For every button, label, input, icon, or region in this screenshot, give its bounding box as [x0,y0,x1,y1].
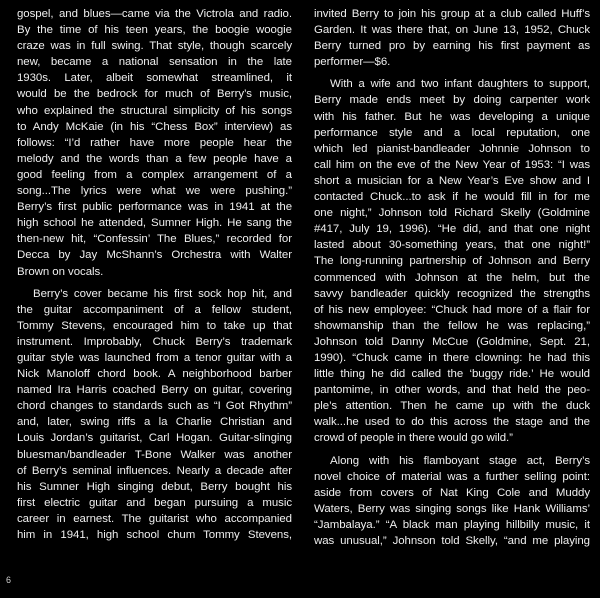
text-line: Johnson told Danny McCue (Goldmine, Sept. 21, [314,335,590,348]
text-line: Berry’s first public performance was in 1941 at the [17,201,292,214]
text-line: With a wife and two infant daughters to support, [330,78,590,91]
page-number: 6 [6,575,12,585]
text-line: invited Berry to join his group at a club called Huff’s [314,8,590,20]
text-line: 1990). “Chuck came in there clowning: he had this [314,351,590,364]
text-line: Berry made ends meet by doing carpenter work [314,94,590,107]
text-line: song...The lyrics were what we were pushing.” [17,185,292,198]
text-line: showmanship than the fellow he was replacing,” [314,319,590,332]
text-line: bluesman/bandleader T-Bone Walker was another [17,448,292,461]
text-line: high school he attended, Sumner High. He sang the [17,217,292,230]
text-line: aside from covers of Nat King Cole and Muddy [314,486,590,499]
text-line: novel choice of material was a further selling point: [314,470,590,483]
text-line: then-new hit, “Confessin’ The Blues,” recorded for [17,233,292,246]
text-line: little thing he did called the ‘buggy ride.’ He would [314,368,590,381]
text-line: savvy bandleader quickly recognized the strengths [314,287,590,300]
text-line: lasted about 30-something years, that one night!” [314,239,590,252]
text-line: The long-running partnership of Johnson and Berry [314,255,590,268]
text-line: his Sumner High singing debut, Berry bought his [17,480,292,493]
text-line: walk...he used to do this across the stage and the [314,416,590,429]
text-line: Berry’s cover became his first sock hop hit, and [33,287,292,300]
text-line: named Ira Harris coached Berry on guitar, covering [17,384,292,397]
text-line: was unusual,” Johnson told Skelly, “and me playing [314,535,590,547]
text-line: commenced with Johnson at the helm, but the [314,271,590,284]
text-line: first electric guitar and began pursuing a music [17,496,292,509]
text-line: career in earnest. The guitarist who accompanied [17,512,292,525]
text-line: Decca by Jay McShann’s Orchestra with Walter [17,249,292,262]
text-line: Berry turned pro by earning his first payment as [314,40,590,53]
text-line: to Andy McKaie (in his “Chess Box” interview) as [17,120,292,133]
left-text-column [17,6,292,543]
text-line: one night,” Johnson told Richard Skelly (Goldmine [314,207,590,220]
text-line: gospel, and blues—came via the Victrola and radio. [17,8,292,20]
text-line: would be the bedrock for much of Berry’s music, [17,88,292,101]
text-line: chord changes to standards such as “I Got Rhythm” [17,400,292,413]
text-line: Brown on vocals. [17,265,104,278]
text-line: Garden. It was there that, on June 13, 1952, Chuck [314,24,590,37]
right-text-column [314,6,590,549]
text-line: pantomime, in other words, and that held the peo- [314,384,590,397]
text-line: good feeling from a complex arrangement of a [17,168,292,181]
text-line: Along with his flamboyant stage act, Berry’s [330,454,590,467]
text-line: with his father. But he was developing a unique [314,110,590,123]
text-line: call him on the eve of the New Year of 1953: “I was [314,158,590,171]
text-line: short a musician for a New Year’s Eve show and I [314,174,590,187]
text-line: #417, July 19, 1996). “He did, and that one night [314,223,590,236]
text-line: Tommy Stevens, encouraged him to take up that [17,319,292,332]
text-line: “Jambalaya.” “A black man playing hillbilly music, it [314,518,590,531]
text-line: follows: “I’d rather have more people hear the [17,136,292,149]
text-line: instrument. Improbably, Chuck Berry’s trademark [17,335,292,348]
text-line: melody and the words than a few people have a [17,152,292,165]
text-line: and, later, swing riffs a la Charlie Christian and [17,416,292,429]
text-line: the guitar accompaniment of a fellow student, [17,303,292,316]
text-line: Nick Manoloff chord book. A neighborhood barber [17,368,292,381]
text-line: crowd of people in there would go wild.” [314,432,513,445]
text-line: performer—$6. [314,56,391,69]
text-line: which led pianist-bandleader Johnnie Johnson to [314,142,590,155]
text-line: craze was in full swing. That style, though scarcely [17,40,292,53]
text-line: contacted Chuck...to ask if he would fill in for me [314,191,590,204]
text-line: ple’s attention. Then he came up with the duck [314,400,590,413]
text-line: 1930s. Later, albeit somewhat streamlined, it [17,72,292,85]
text-line: Louis Jordan’s guitarist, Carl Hogan. Guitar-slinging [17,432,292,445]
text-line: guitar style was launched from a tenor guitar with a [17,351,292,364]
text-line: of Berry’s seminal influences. Nearly a decade after [17,464,292,477]
text-line: of his new employee: “Chuck had more of a flair for [314,303,590,316]
text-line: who explained the structural simplicity of his songs [17,104,292,117]
text-line: him in 1941, high school chum Tommy Stevens, [17,529,292,541]
text-line: new, became a national sensation in the late [17,56,292,69]
text-line: Waters, Berry was singing songs like Hank Williams’ [314,502,590,515]
text-line: By the time of his teen years, the boogie woogie [17,24,292,37]
text-line: performance style and a local reputation, one [314,126,590,139]
